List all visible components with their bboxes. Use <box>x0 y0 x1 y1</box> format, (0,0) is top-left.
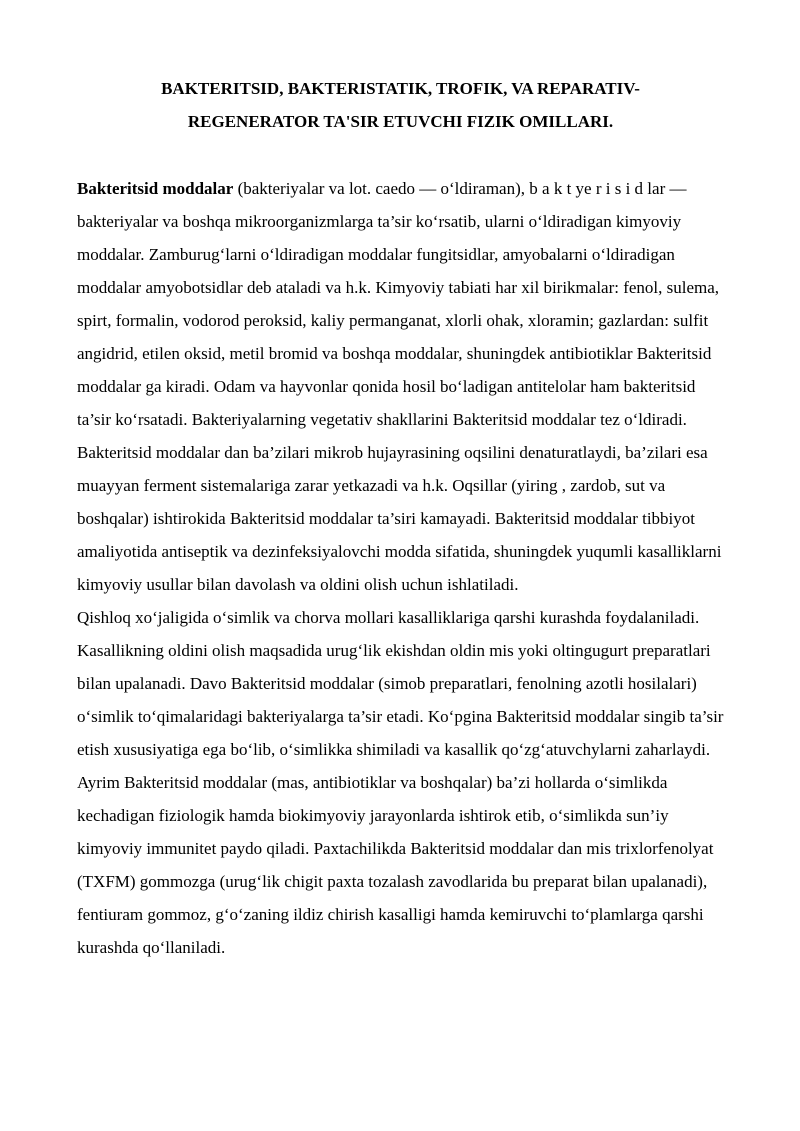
paragraph-2: Qishloq xo‘jaligida o‘simlik va chorva mollari kasalliklariga qarshi kurashda foydalaniladi. Kasallikning oldini olish maqsadida urug‘lik ekishdan oldin mis yoki oltingugurt preparatlari bilan upalanadi. Davo Bakteritsid moddalar (simob preparatlari, fenolning azotli hosilalari) o‘simlik to‘qimalaridagi bakteriyalarga ta’sir etadi. Ko‘pgina Bakteritsid moddalar singib ta’sir etish xususiyatiga ega bo‘lib, o‘simlikka shimiladi va kasallik qo‘zg‘atuvchylarni zaharlaydi. Ayrim Bakteritsid moddalar (mas, antibiotiklar va boshqalar) ba’zi hollarda o‘simlikda kechadigan fiziologik hamda biokimyoviy jarayonlarda ishtirok etib, o‘simlikda sun’iy kimyoviy immunitet paydo qiladi. Paxtachilikda Bakteritsid moddalar dan mis trixlorfenolyat (TXFM) gommozga (urug‘lik chigit paxta tozalash zavodlarida bu preparat bilan upalanadi), fentiuram gommoz, g‘o‘zaning ildiz chirish kasalligi hamda kemiruvchi to‘plamlarga qarshi kurashda qo‘llaniladi. <box>77 608 724 957</box>
title-line-1: BAKTERITSID, BAKTERISTATIK, TROFIK, VA REPARATIV- <box>161 79 640 98</box>
paragraph-1-lead: Bakteritsid moddalar <box>77 179 234 198</box>
document-title <box>77 72 724 138</box>
title-line-2: REGENERATOR TA'SIR ETUVCHI FIZIK OMILLARI. <box>187 112 614 131</box>
paragraph-1 <box>77 172 724 601</box>
paragraph-1-text: (bakteriyalar va lot. caedo — o‘ldiraman), b a k t ye r i s i d lar — bakteriyalar va boshqa mikroorganizmlarga ta’sir ko‘rsatib, ularni o‘ldiradigan kimyoviy moddalar. Zamburug‘larni o‘ldiradigan moddalar fungitsidlar, amyobalarni o‘ldiradigan moddalar amyobotsidlar deb ataladi va h.k. Kimyoviy tabiati har xil birikmalar: fenol, sulema, spirt, formalin, vodorod peroksid, kaliy permanganat, xlorli ohak, xloramin; gazlardan: sulfit angidrid, etilen oksid, metil bromid va boshqa moddalar, shuningdek antibiotiklar Bakteritsid moddalar ga kiradi. Odam va hayvonlar qonida hosil bo‘ladigan antitelolar ham bakteritsid ta’sir ko‘rsatadi. Bakteriyalarning vegetativ shakllarini Bakteritsid moddalar tez o‘ldiradi. Bakteritsid moddalar dan ba’zilari mikrob hujayrasining oqsilini denaturatlaydi, ba’zilari esa muayyan ferment sistemalariga zarar yetkazadi va h.k. Oqsillar (yiring , zardob, sut va boshqalar) ishtirokida Bakteritsid moddalar ta’siri kamayadi. Bakteritsid moddalar tibbiyot amaliyotida antiseptik va dezinfeksiyalovchi modda sifatida, shuningdek yuqumli kasalliklarni kimyoviy usullar bilan davolash va oldini olish uchun ishlatiladi. <box>77 179 722 594</box>
